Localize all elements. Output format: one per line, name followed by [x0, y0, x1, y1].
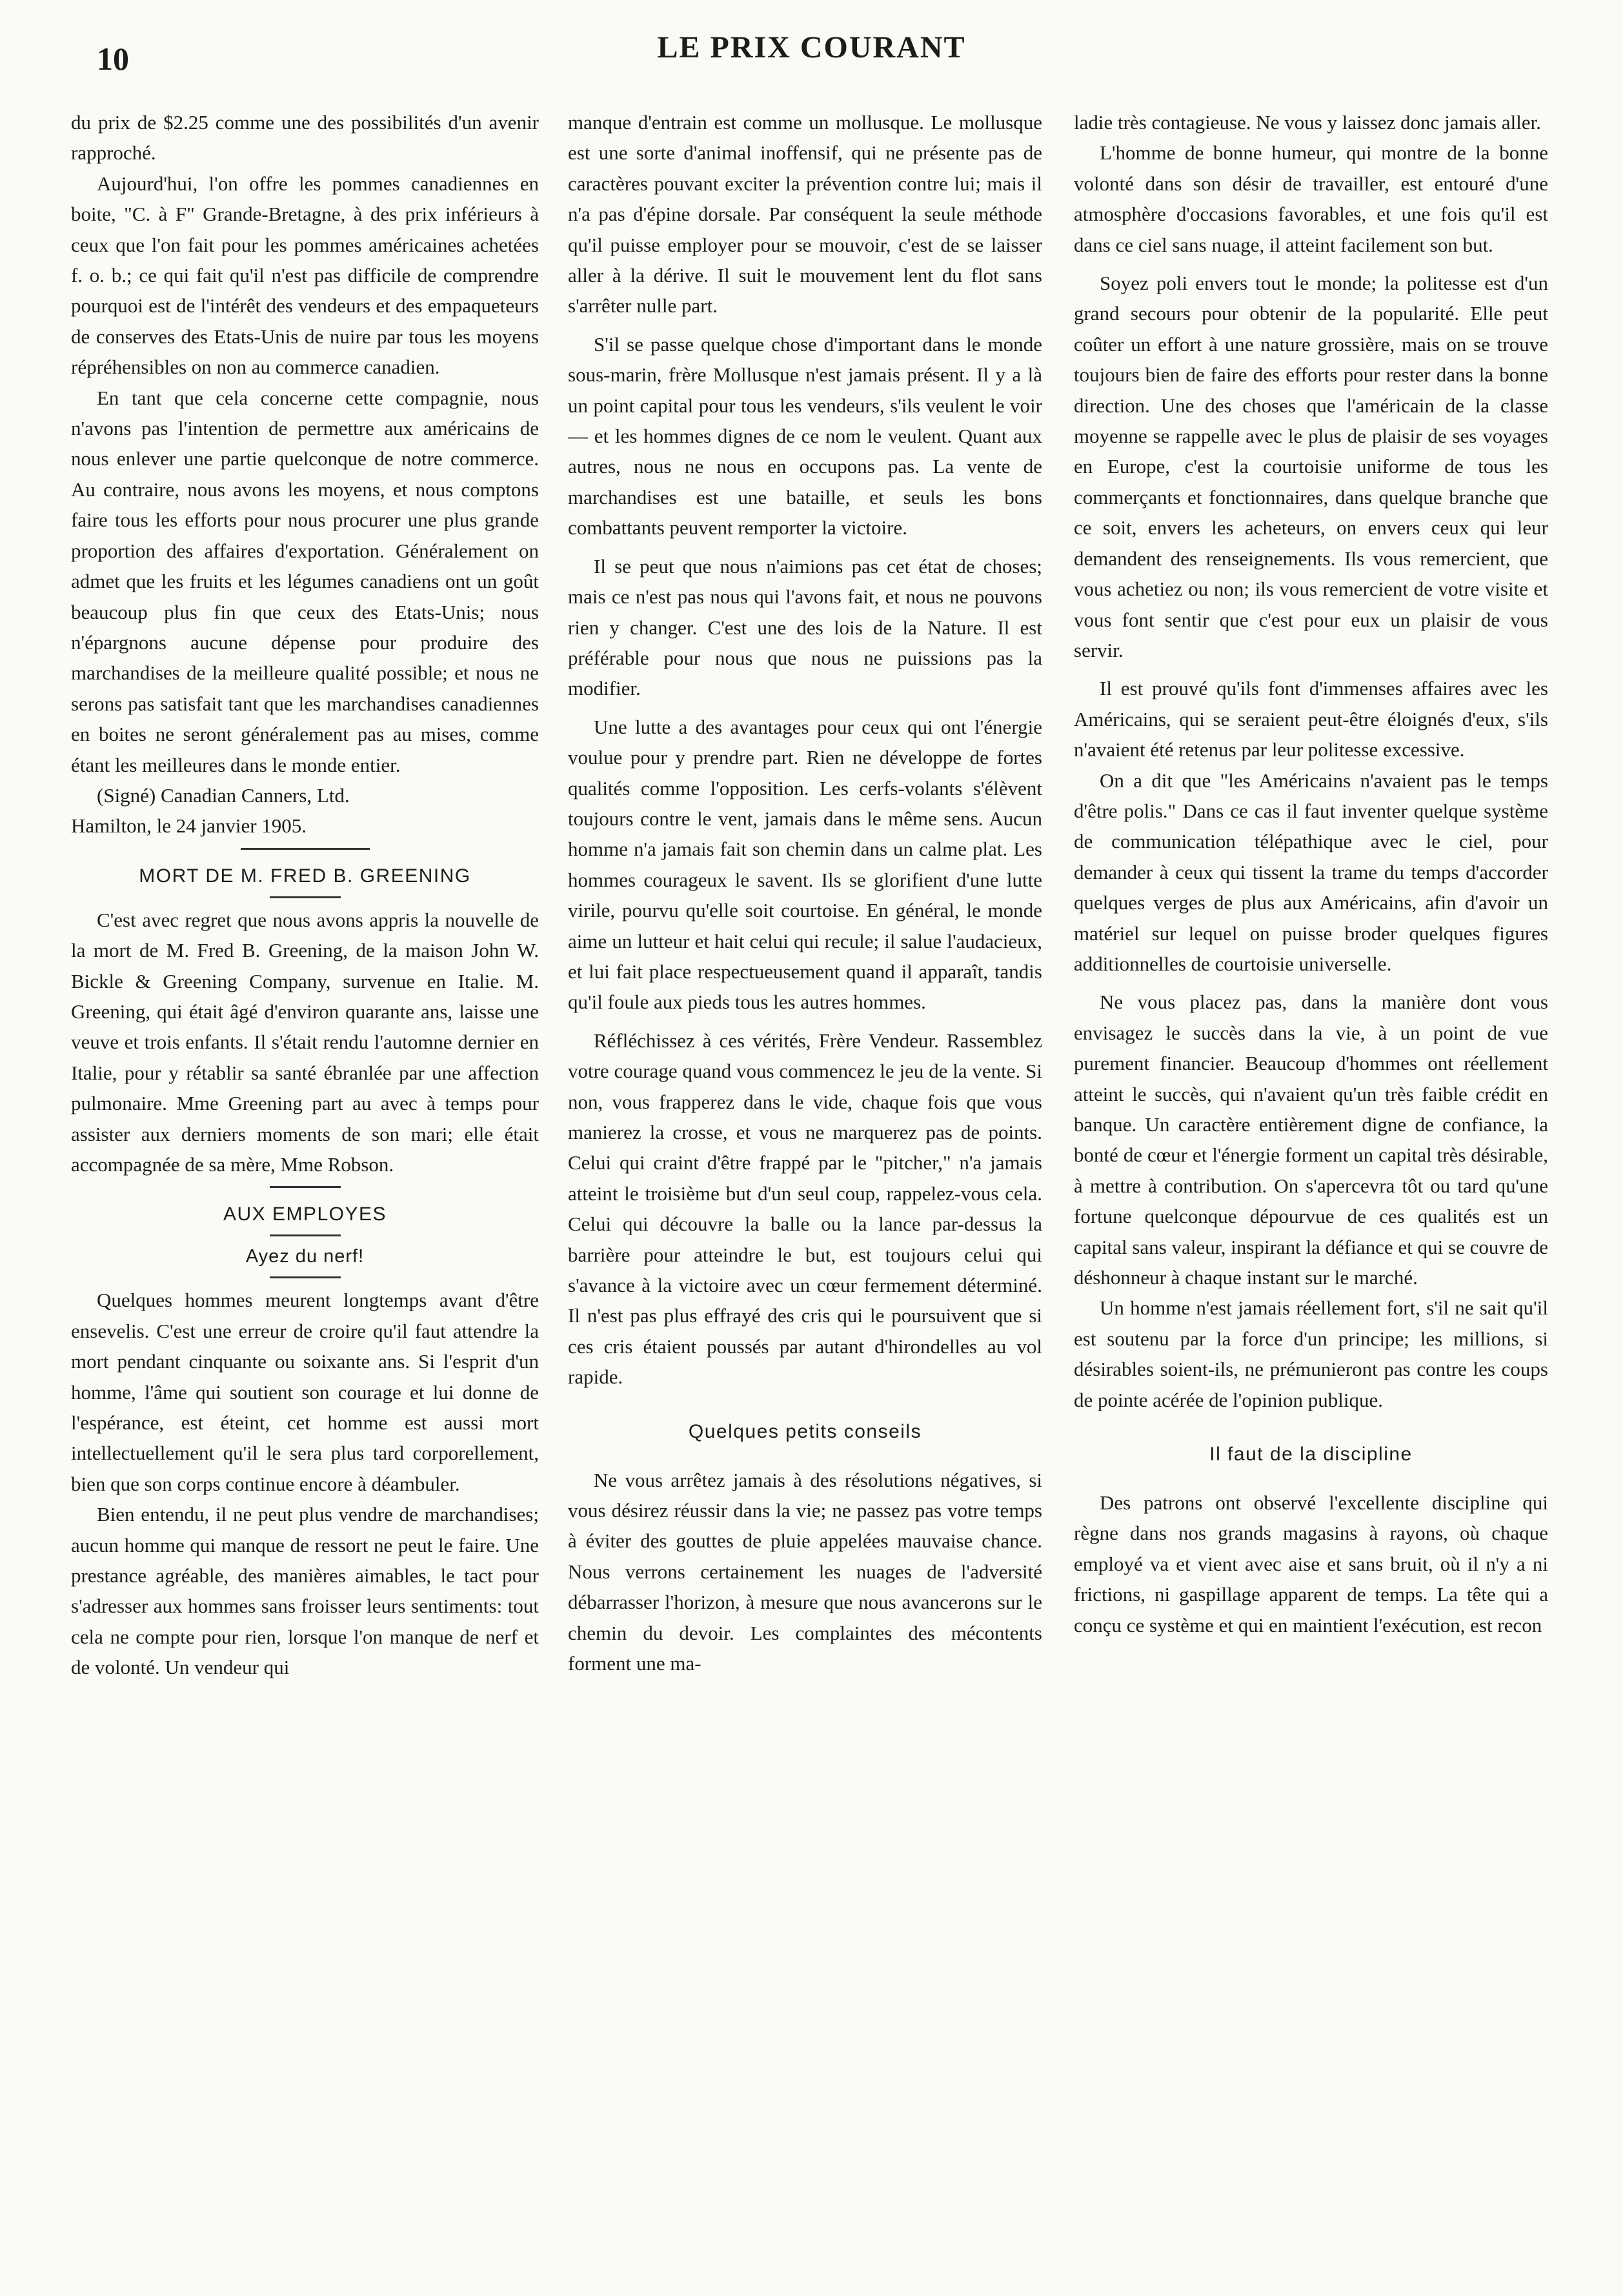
section-rule: [241, 848, 370, 850]
paragraph: Une lutte a des avantages pour ceux qui ont l'énergie voulue pour y prendre part. Rien ne développe de fortes qualités comme l'opposition. Les cerfs-volants s'élèvent toujours contre le vent, jamais dans le même sens. Aucun homme n'a jamais fait son chemin dans un calme plat. Les hommes courageux le savent. Ils se glorifient d'une lutte virile, pourvu qu'elle soit courtoise. En général, le monde aime un lutteur et hait celui qui recule; il salue l'audacieux, et lui fait place respectueusement quand il apparaît, tandis qu'il foule aux pieds tous les autres hommes.: [568, 715, 1042, 1014]
paragraph: En tant que cela concerne cette compagnie, nous n'avons pas l'intention de permettre aux américains de nous enlever une partie quelconque de notre commerce. Au contraire, nous avons les moyens, et nous comptons faire tous les efforts pour nous procurer une plus grande proportion des affaires d'exportation. Généralement on admet que les fruits et les légumes canadiens ont un goût beaucoup plus fin que ceux des Etats-Unis; nous n'épargnons aucune dépense pour produire des marchandises de la meilleure qualité possible; et nous ne serons pas satisfait tant que les marchandises canadiennes en boites ne seront généralement pas au mises, comme étant les meilleures dans le monde entier.: [71, 386, 539, 776]
paragraph: L'homme de bonne humeur, qui montre de la bonne volonté dans son désir de travailler, est entouré d'une atmosphère d'occasions favorables, et une fois qu'il est dans ce ciel sans nuage, il atteint facilement son but.: [1074, 141, 1548, 256]
section-heading-obituary: MORT DE M. FRED B. GREENING: [139, 865, 471, 887]
paragraph: Aujourd'hui, l'on offre les pommes canadiennes en boite, "C. à F" Grande-Bretagne, à des prix inférieurs à ceux que l'on fait pour les pommes américaines achetées f. o. b.; ce qui fait qu'il n'est pas difficile de comprendre pourquoi est de l'intérêt des vendeurs et des empaqueteurs de conserves des Etats-Unis de nuire par tous les moyens répréhensibles on non au commerce canadien.: [71, 172, 539, 379]
heading-rule: [270, 1234, 341, 1236]
paragraph: Réfléchissez à ces vérités, Frère Vendeur. Rassemblez votre courage quand vous commencez le jeu de la vente. Si non, vous frapperez dans le vide, chaque fois que vous manierez la crosse, et vous ne marquerez pas de points. Celui qui craint d'être frappé par le "pitcher," n'a jamais atteint le troisième but d'un seul coup, rappelez-vous cela. Celui qui découvre la balle ou la lance par-dessus la barrière pour atteindre le but, est toujours celui qui s'avance à la victoire avec un cœur fermement déterminé. Il n'est pas plus effrayé des cris qui le poursuivent que si ces cris étaient poussés par autant d'hirondelles au vol rapide.: [568, 1029, 1042, 1389]
paragraph: manque d'entrain est comme un mollusque. Le mollusque est une sorte d'animal inoffensif, qui ne présente pas de caractères pouvant exciter la prévention contre lui; mais il n'a pas d'épine dorsale. Par conséquent la seule méthode qu'il puisse employer pour se mouvoir, c'est de se laisser aller à la dérive. Il suit le mouvement lent du flot sans s'arrêter nulle part.: [568, 111, 1042, 317]
paragraph: Soyez poli envers tout le monde; la politesse est d'un grand secours pour obtenir de la popularité. Elle peut coûter un effort à une nature grossière, mais on se trouve toujours bien de faire des efforts pour rester dans la bonne direction. Une des choses que l'américain de la classe moyenne se rappelle avec le plus de plaisir de ses voyages en Europe, c'est la courtoisie uniforme de tous les commerçants et fonctionnaires, dans quelque branche que ce soit, envers les acheteurs, on envers ceux qui leur demandent des renseignements. Ils vous remercient, que vous achetiez ou non; ils vous remercient de votre visite et vous font sentir que c'est pour eux un plaisir de vous servir.: [1074, 272, 1548, 661]
paragraph: Des patrons ont observé l'excellente discipline qui règne dans nos grands magasins à rayons, où chaque employé va et vient avec aise et sans bruit, où il n'y a ni frictions, ni gaspillage apparent de temps. La tête qui a conçu ce système et qui en maintient l'exécution, est recon: [1074, 1491, 1548, 1636]
column-1: [71, 107, 539, 2270]
heading-rule: [270, 896, 341, 898]
paragraph: du prix de $2.25 comme une des possibilités d'un avenir rapproché.: [71, 111, 539, 165]
paragraph: Il se peut que nous n'aimions pas cet état de choses; mais ce n'est pas nous qui l'avons fait, et nous ne pouvons rien y changer. C'est une des lois de la Nature. Il est préférable pour nous que nous ne puissions pas la modifier.: [568, 554, 1042, 700]
page-title: LE PRIX COURANT: [657, 30, 966, 65]
subheading-rule: [270, 1276, 341, 1278]
section-heading-discipline: Il faut de la discipline: [1209, 1444, 1413, 1465]
paragraph: Ne vous arrêtez jamais à des résolutions négatives, si vous désirez réussir dans la vie; ne passez pas votre temps à éviter des gouttes de pluie appelées mauvaise chance. Nous verrons certainement les nuages de l'adversité débarrasser l'horizon, à mesure que nous avancerons sur le chemin du devoir. Les complaintes des mécontents forment une ma-: [568, 1468, 1042, 1675]
section-heading-employees: AUX EMPLOYES: [223, 1203, 387, 1225]
paragraph: C'est avec regret que nous avons appris la nouvelle de la mort de M. Fred B. Greening, de la maison John W. Bickle & Greening Company, survenue en Italie. M. Greening, qui était âgé d'environ quarante ans, laisse une veuve et trois enfants. Il s'était rendu l'automne dernier en Italie, pour y rétablir sa santé ébranlée par une affection pulmonaire. Mme Greening part au avec à temps pour assister aux derniers moments de son mari; elle était accompagnée de sa mère, Mme Robson.: [71, 908, 539, 1176]
paragraph: Il est prouvé qu'ils font d'immenses affaires avec les Américains, qui se seraient peut-être éloignés d'eux, s'ils n'avaient été retenus par leur politesse excessive.: [1074, 677, 1548, 761]
paragraph: Un homme n'est jamais réellement fort, s'il ne sait qu'il est soutenu par la force d'un principe; les millions, si désirables soient-ils, ne prémunieront pas contre les coups de pointe acérée de l'opinion publique.: [1074, 1296, 1548, 1411]
section-subheading: Ayez du nerf!: [245, 1246, 365, 1267]
dateline: Hamilton, le 24 janvier 1905.: [71, 814, 307, 838]
paragraph: Bien entendu, il ne peut plus vendre de marchandises; aucun homme qui manque de ressort ne peut le faire. Une prestance agréable, des manières aimables, le tact pour s'adresser aux hommes sans froisser leurs sentiments: tout cela ne compte pour rien, lorsque l'on manque de nerf et de volonté. Un vendeur qui: [71, 1503, 539, 1679]
paragraph: Quelques hommes meurent longtemps avant d'être ensevelis. C'est une erreur de croire qu'il faut attendre la mort pendant cinquante ou soixante ans. Si l'esprit d'un homme, l'âme qui soutient son courage et lui donne de l'espérance, est éteint, cet homme est aussi mort intellectuellement qu'il le sera plus tard corporellement, bien que son corps continue encore à déambuler.: [71, 1289, 539, 1495]
paragraph: ladie très contagieuse. Ne vous y laissez donc jamais aller.: [1074, 111, 1541, 134]
column-2: [568, 107, 1042, 2270]
paragraph: Ne vous placez pas, dans la manière dont vous envisagez le succès dans la vie, à un point de vue purement financier. Beaucoup d'hommes ont réellement atteint le succès, qui n'avaient qu'un très faible crédit en banque. Un caractère entièrement digne de confiance, la bonté de cœur et l'énergie forment un capital très désirable, à mettre à contribution. On s'apercevra tôt ou tard qu'une fortune quelconque dépourvue de ces qualités est un capital sans valeur, inspirant la défiance et qui se couvre de déshonneur à chaque instant sur le marché.: [1074, 991, 1548, 1289]
paragraph: On a dit que "les Américains n'avaient pas le temps d'être polis." Dans ce cas il faut inventer quelque système de communication télépathique avec le ciel, pour demander à ceux qui tissent la trame du temps d'accorder quelques verges de plus aux Américains, afin d'avoir un matériel sur lequel on puisse broder quelques figures additionnelles de courtoisie universelle.: [1074, 769, 1548, 975]
signature-line: (Signé) Canadian Canners, Ltd.: [97, 783, 350, 807]
paragraph: S'il se passe quelque chose d'important dans le monde sous-marin, frère Mollusque n'est jamais présent. Il y a là un point capital pour tous les vendeurs, s'ils veulent le voir — et les hommes dignes de ce nom le veulent. Quant aux autres, nous ne nous en occupons pas. La vente de marchandises est une bataille, et seuls les bons combattants peuvent remporter la victoire.: [568, 332, 1042, 539]
section-heading-advice: Quelques petits conseils: [688, 1420, 922, 1442]
column-3: [1074, 107, 1548, 2270]
section-rule: [270, 1186, 341, 1188]
page-number: 10: [97, 41, 129, 77]
